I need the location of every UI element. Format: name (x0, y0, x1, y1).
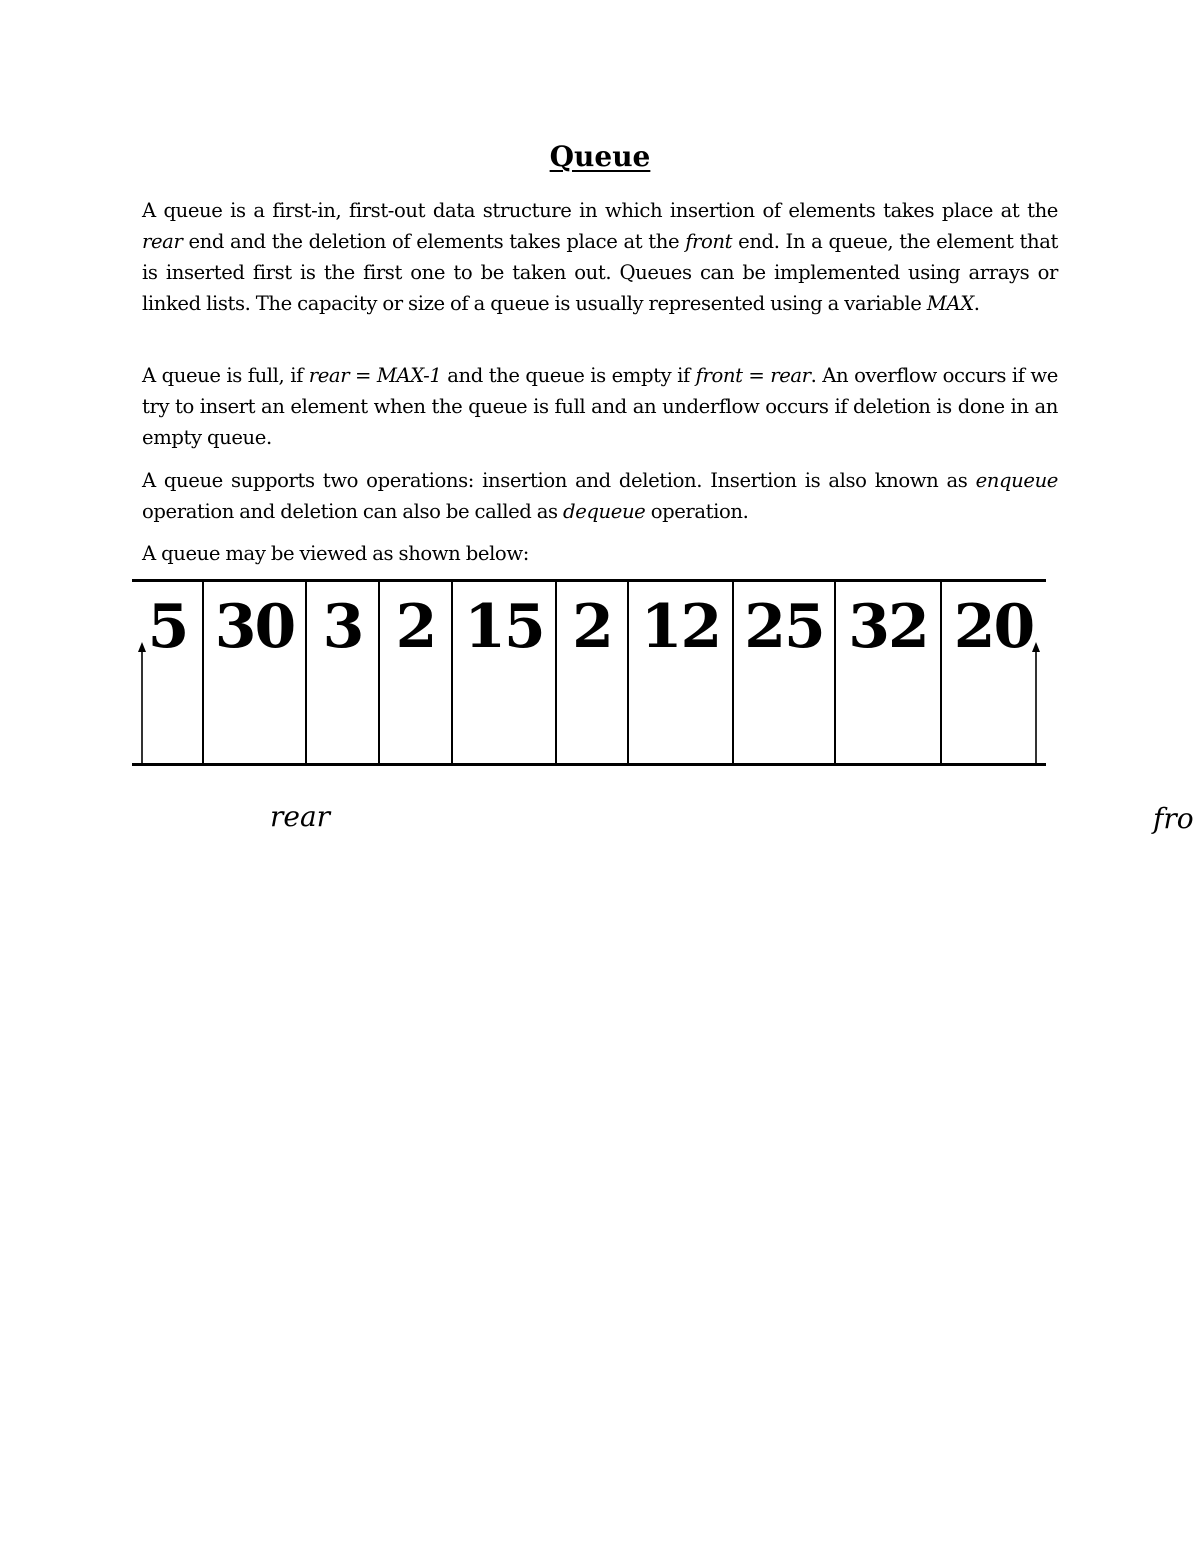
text-cond-empty: front = rear (695, 364, 811, 387)
queue-cell-value: 2 (572, 592, 612, 662)
text: A queue supports two operations: insertion and deletion. Insertion is also known as (142, 469, 976, 492)
queue-cell-value: 25 (744, 592, 824, 662)
queue-cell-value: 30 (214, 592, 295, 662)
text-cond-full: rear = MAX-1 (308, 364, 442, 387)
text-rear: rear (142, 230, 183, 253)
text: and the queue is empty if (441, 364, 696, 387)
paragraph-full-empty (142, 360, 1058, 453)
front-pointer-arrow (1035, 648, 1037, 763)
paragraph-definition (142, 195, 1058, 319)
text: end and the deletion of elements takes place at the (182, 230, 686, 253)
front-label: fro (1153, 802, 1194, 835)
arrow-head-icon (1032, 642, 1040, 652)
paragraph-operations (142, 465, 1058, 527)
text: . (973, 292, 980, 315)
text-front: front (685, 230, 733, 253)
text: operation. (645, 500, 749, 523)
queue-cell-value: 3 (322, 592, 363, 662)
queue-bottom-border (132, 763, 1046, 766)
rear-pointer-arrow (141, 648, 143, 763)
text: end. In a queue, the element that is inserted first is the first one to be taken out. Queues can be implemented using arrays or linked lists. The capacity or size of a queue is usually represented using a variable (142, 230, 1058, 315)
text: A queue is a first-in, first-out data structure in which insertion of elements takes place at the (142, 199, 1058, 222)
queue-cell-value: 2 (395, 592, 436, 662)
queue-cell-value: 20 (953, 592, 1034, 662)
arrow-head-icon (138, 642, 146, 652)
queue-cell-value: 5 (147, 592, 188, 662)
text-dequeue: dequeue (563, 500, 646, 523)
page-title: Queue (549, 140, 651, 173)
queue-cell-value: 15 (464, 592, 544, 662)
queue-top-border (132, 579, 1046, 582)
rear-label: rear (270, 800, 331, 833)
text: . An overflow occurs if we try to insert an element when the queue is full and an underflow occurs if deletion is done in an empty queue. (142, 364, 1058, 449)
paragraph-view-intro (142, 538, 1058, 569)
queue-cell-value: 32 (848, 592, 928, 662)
text: operation and deletion can also be called as (142, 500, 564, 523)
queue-cell-value: 12 (640, 592, 721, 662)
text: A queue may be viewed as shown below: (142, 542, 529, 565)
text-max: MAX (926, 292, 974, 315)
text-enqueue: enqueue (975, 469, 1058, 492)
text: A queue is full, if (142, 364, 309, 387)
queue-diagram (132, 579, 1046, 766)
